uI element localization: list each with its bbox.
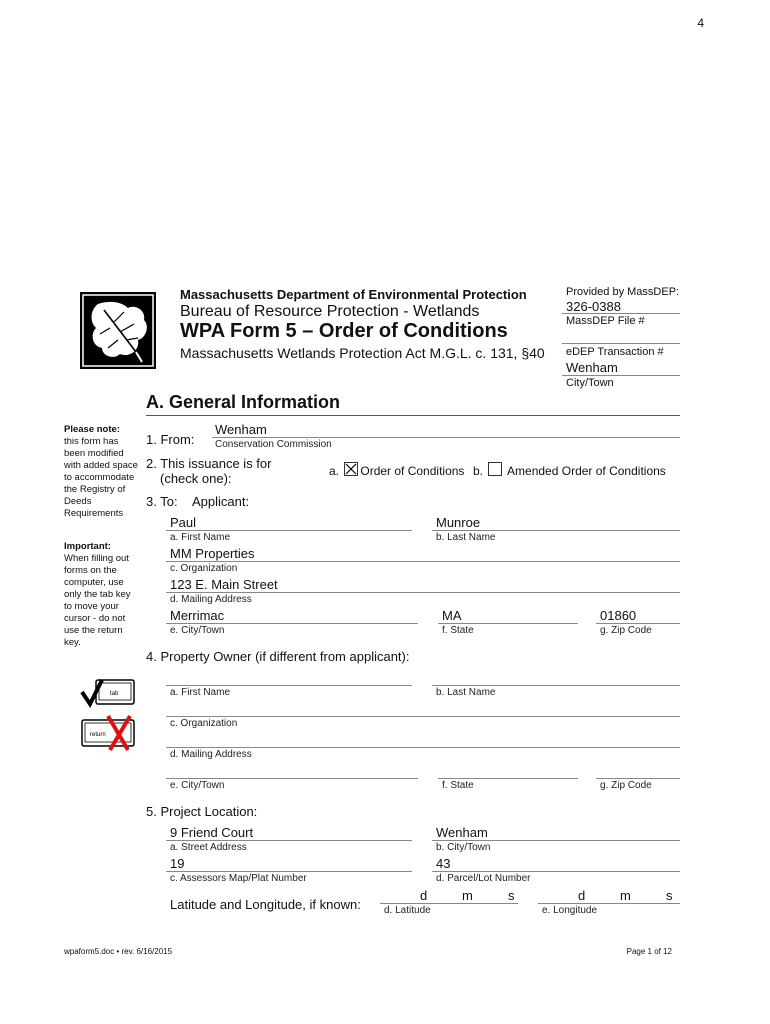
q3-first-line bbox=[166, 530, 412, 531]
return-key-x-icon bbox=[80, 714, 140, 757]
q3-city[interactable]: Merrimac bbox=[170, 608, 225, 623]
q2-opt-a-label: Order of Conditions bbox=[360, 464, 465, 478]
q3-city-line bbox=[166, 623, 418, 624]
file-number-line bbox=[562, 313, 680, 314]
svg-text:return: return bbox=[90, 732, 106, 738]
q3-city-label: e. City/Town bbox=[170, 625, 225, 636]
q4-org-label: c. Organization bbox=[170, 718, 238, 729]
q4-org-line bbox=[166, 716, 680, 717]
q5-label: 5. Project Location: bbox=[146, 804, 258, 819]
act-citation: Massachusetts Wetlands Protection Act M.G.L. c. 131, §40 bbox=[180, 345, 545, 361]
lon-s: s bbox=[666, 888, 673, 903]
q3-state[interactable]: MA bbox=[442, 608, 462, 623]
q4-state-label: f. State bbox=[442, 780, 474, 791]
q3-zip-line bbox=[596, 623, 680, 624]
q1-line bbox=[212, 437, 680, 438]
tab-key-check-icon bbox=[80, 678, 136, 713]
q3-state-label: f. State bbox=[442, 625, 474, 636]
q5-city-label: b. City/Town bbox=[436, 842, 491, 853]
lon-label: e. Longitude bbox=[542, 905, 598, 916]
file-number-label: MassDEP File # bbox=[566, 315, 645, 327]
lon-line bbox=[538, 903, 680, 904]
q4-addr-line bbox=[166, 747, 680, 748]
q5-street-line bbox=[166, 840, 412, 841]
q4-label: 4. Property Owner (if different from applicant): bbox=[146, 649, 410, 664]
q5-street[interactable]: 9 Friend Court bbox=[170, 825, 254, 840]
lat-line bbox=[380, 903, 518, 904]
note-text: this form has been modified with added space to accommodate the Registry of Deeds Requirements bbox=[64, 436, 138, 519]
q2-opt-b-label: Amended Order of Conditions bbox=[507, 464, 666, 478]
form-title: WPA Form 5 – Order of Conditions bbox=[180, 320, 508, 342]
provided-city-line bbox=[562, 375, 680, 376]
q4-state-line bbox=[438, 778, 578, 779]
q4-addr-label: d. Mailing Address bbox=[170, 749, 252, 760]
q1-label: 1. From: bbox=[146, 432, 195, 447]
q5-map-label: c. Assessors Map/Plat Number bbox=[170, 873, 307, 884]
q5-street-label: a. Street Address bbox=[170, 842, 247, 853]
q3-org-label: c. Organization bbox=[170, 563, 238, 574]
q3-zip-label: g. Zip Code bbox=[600, 625, 652, 636]
important-text: When filling out forms on the computer, use only the tab key to move your cursor - do not use the return key. bbox=[64, 553, 131, 648]
footer-left: wpaform5.doc • rev. 6/16/2015 bbox=[64, 947, 173, 956]
q5-parcel[interactable]: 43 bbox=[436, 856, 451, 871]
q3-first-label: a. First Name bbox=[170, 532, 231, 543]
lat-label: d. Latitude bbox=[384, 905, 431, 916]
q5-map-line bbox=[166, 871, 412, 872]
q2-opt-a-prefix: a. bbox=[329, 464, 340, 478]
q3-state-line bbox=[438, 623, 578, 624]
page-number: 4 bbox=[697, 16, 704, 30]
q4-last-label: b. Last Name bbox=[436, 687, 496, 698]
lat-m: m bbox=[462, 888, 473, 903]
provided-city[interactable]: Wenham bbox=[566, 360, 618, 375]
q5-parcel-label: d. Parcel/Lot Number bbox=[436, 873, 531, 884]
q3-org-line bbox=[166, 561, 680, 562]
q3-label: 3. To: bbox=[146, 494, 178, 509]
footer-right: Page 1 of 12 bbox=[626, 947, 672, 956]
checked-checkbox-icon[interactable] bbox=[344, 462, 358, 476]
q4-city-line bbox=[166, 778, 418, 779]
q3-mailing-address[interactable]: 123 E. Main Street bbox=[170, 577, 278, 592]
q4-zip-label: g. Zip Code bbox=[600, 780, 652, 791]
q2-label-b: (check one): bbox=[160, 471, 232, 486]
q5-map[interactable]: 19 bbox=[170, 856, 185, 871]
q3-addr-label: d. Mailing Address bbox=[170, 594, 252, 605]
edep-label: eDEP Transaction # bbox=[566, 346, 664, 358]
q5-city[interactable]: Wenham bbox=[436, 825, 488, 840]
section-a-line bbox=[146, 415, 680, 416]
provided-city-label: City/Town bbox=[566, 377, 614, 389]
q1-from-value[interactable]: Wenham bbox=[215, 422, 267, 437]
lon-m: m bbox=[620, 888, 631, 903]
q2-option-a[interactable] bbox=[329, 462, 464, 478]
provided-label: Provided by MassDEP: bbox=[566, 286, 680, 298]
massdep-leaf-logo bbox=[80, 292, 156, 369]
q3-last-line bbox=[432, 530, 680, 531]
section-a-title: A. General Information bbox=[146, 392, 341, 412]
q2-label-a: 2. This issuance is for bbox=[146, 456, 272, 471]
q1-sub-label: Conservation Commission bbox=[215, 439, 332, 450]
q5-parcel-line bbox=[432, 871, 680, 872]
q5-latlon-label: Latitude and Longitude, if known: bbox=[170, 897, 361, 912]
lat-d: d bbox=[420, 888, 428, 903]
q5-city-line bbox=[432, 840, 680, 841]
leaf-icon bbox=[80, 292, 156, 369]
q3-first-name[interactable]: Paul bbox=[170, 515, 197, 530]
q3-sub: Applicant: bbox=[192, 494, 250, 509]
note-title: Please note: bbox=[64, 424, 120, 435]
q4-first-line bbox=[166, 685, 412, 686]
edep-top-line bbox=[562, 343, 680, 344]
lat-s: s bbox=[508, 888, 515, 903]
q4-last-line bbox=[432, 685, 680, 686]
q3-organization[interactable]: MM Properties bbox=[170, 546, 255, 561]
file-number[interactable]: 326-0388 bbox=[566, 299, 621, 314]
q3-last-label: b. Last Name bbox=[436, 532, 496, 543]
important-title: Important: bbox=[64, 541, 111, 552]
q3-last-name[interactable]: Munroe bbox=[436, 515, 481, 530]
q2-option-b[interactable] bbox=[473, 462, 666, 478]
q3-addr-line bbox=[166, 592, 680, 593]
bureau-name: Bureau of Resource Protection - Wetlands bbox=[180, 303, 480, 320]
dept-name: Massachusetts Department of Environmental Protection bbox=[180, 287, 527, 302]
q4-first-label: a. First Name bbox=[170, 687, 231, 698]
q4-city-label: e. City/Town bbox=[170, 780, 225, 791]
q3-zip[interactable]: 01860 bbox=[600, 608, 637, 623]
svg-text:tab: tab bbox=[110, 691, 119, 697]
lon-d: d bbox=[578, 888, 586, 903]
q2-opt-b-prefix: b. bbox=[473, 464, 484, 478]
unchecked-checkbox-icon[interactable] bbox=[488, 462, 502, 476]
q4-zip-line bbox=[596, 778, 680, 779]
